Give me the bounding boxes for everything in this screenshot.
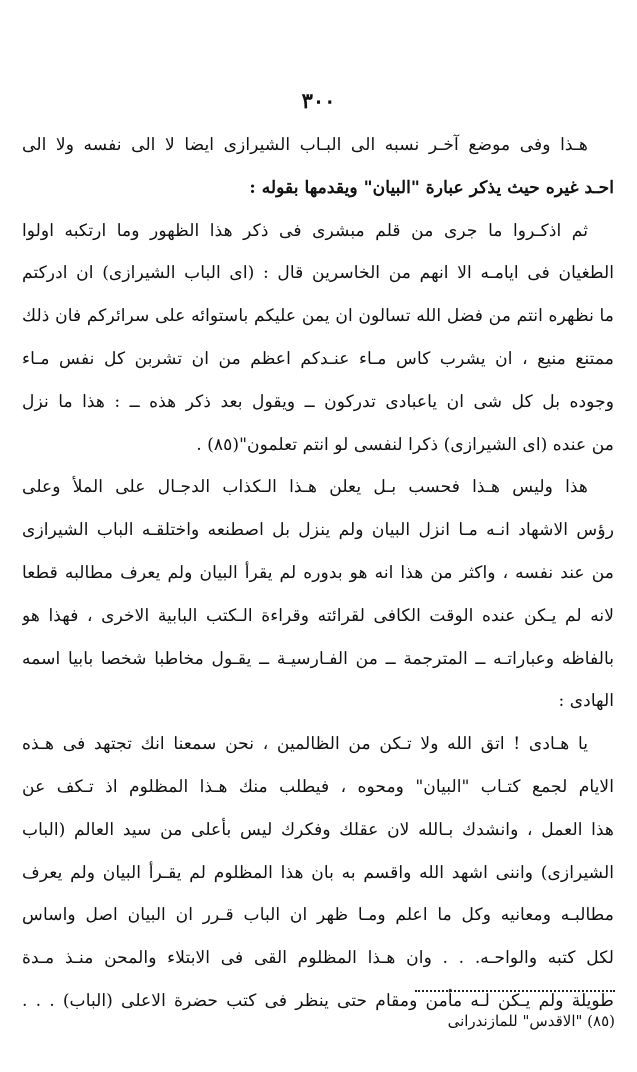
- page-number: ٣٠٠: [301, 88, 336, 113]
- text-line: هذا وليس هـذا فحسب بـل يعلن هـذا الـكذاب الدجـال على الملأ وعلى: [22, 477, 588, 498]
- text-line: هذا العمل ، وانشدك بـالله لان عقلك وفكرك ليس بأعلى من سيد العالم (الباب: [22, 819, 614, 840]
- text-line: يا هـادى ! اتق الله ولا تـكن من الظالمين ، نحن سمعنا انك تجتهد فى هـذه: [22, 734, 588, 755]
- text-line: من عنده (اى الشيرازى) ذكرا لنفسى لو انتم تعلمون"(٨٥) .: [196, 434, 614, 455]
- body-text: [22, 124, 614, 1023]
- text-line: هـذا وفى موضع آخـر نسبه الى البـاب الشيرازى ايضا لا الى نفسه ولا الى: [22, 135, 588, 155]
- text-line: من عند نفسه ، واكثر من هذا انه هو بدوره لم يقرأ البيان ولم يعرف مطالبه قطعا: [22, 562, 614, 583]
- text-line: مطالبـه ومعانيه وكل ما اعلم ومـا ظهر ان الباب قـرر ان البيان اصل واساس: [22, 905, 614, 926]
- text-line: الهادى :: [558, 691, 614, 712]
- text-line: الايام لجمع كتـاب "البيان" ومحوه ، فيطلب منك هـذا المظلوم اذ تـكف عن: [22, 776, 614, 797]
- text-line: لكل كتبه والواحـه. . . وان هـذا المظلوم القى فى الابتلاء والمحن منـذ مـدة: [22, 948, 614, 969]
- text-line: رؤس الاشهاد انـه مـا انزل البيان ولم ينزل بل اصطنعه واختلقـه الباب الشيرازى: [22, 520, 614, 541]
- text-line: ما نظهره انتم من فضل الله تسالون ان يمن عليكم باستوائه على سرائركم فان ذلك: [22, 306, 614, 327]
- text-line: ممتنع منيع ، ان يشرب كاس مـاء عنـدكم اعظم من ان تشربن كل نفس مـاء: [22, 348, 614, 369]
- text-line: طويلة ولم يـكن لـه مأمن ومقام حتى ينظر فى كتب حضرة الاعلى (الباب) . . .: [22, 990, 614, 1011]
- text-line: احـد غيره حيث يذكر عبارة "البيان" ويقدمها بقوله :: [249, 177, 614, 198]
- footnote: (٨٥) "الاقدس" للمازندرانى: [447, 1012, 615, 1030]
- text-line: لانه لم يـكن عنده الوقت الكافى لقرائته وقراءة الـكتب البابية الاخرى ، فهذا هو: [22, 605, 614, 626]
- text-line: ثم اذكـروا ما جرى من قلم مبشرى فى ذكر هذا الظهور وما ارتكبه اولوا: [22, 220, 588, 241]
- footnote-divider: [415, 990, 615, 992]
- text-line: الطغيان فى ايامـه الا انهم من الخاسرين قال : (اى الباب الشيرازى) ان ادركتم: [22, 263, 614, 284]
- text-line: الشيرازى) واننى اشهد الله واقسم به بان هذا المظلوم لم يقـرأ البيان ولم يعرف: [22, 862, 614, 883]
- text-line: وجوده بل كل شى ان ياعبادى تدركون ــ ويقول بعد ذكر هذه ــ : هذا ما نزل: [22, 391, 614, 412]
- text-line: بالفاظه وعباراتـه ــ المترجمة ــ من الفـارسيـة ــ يقـول مخاطبا شخصا بابيا اسمه: [22, 648, 614, 669]
